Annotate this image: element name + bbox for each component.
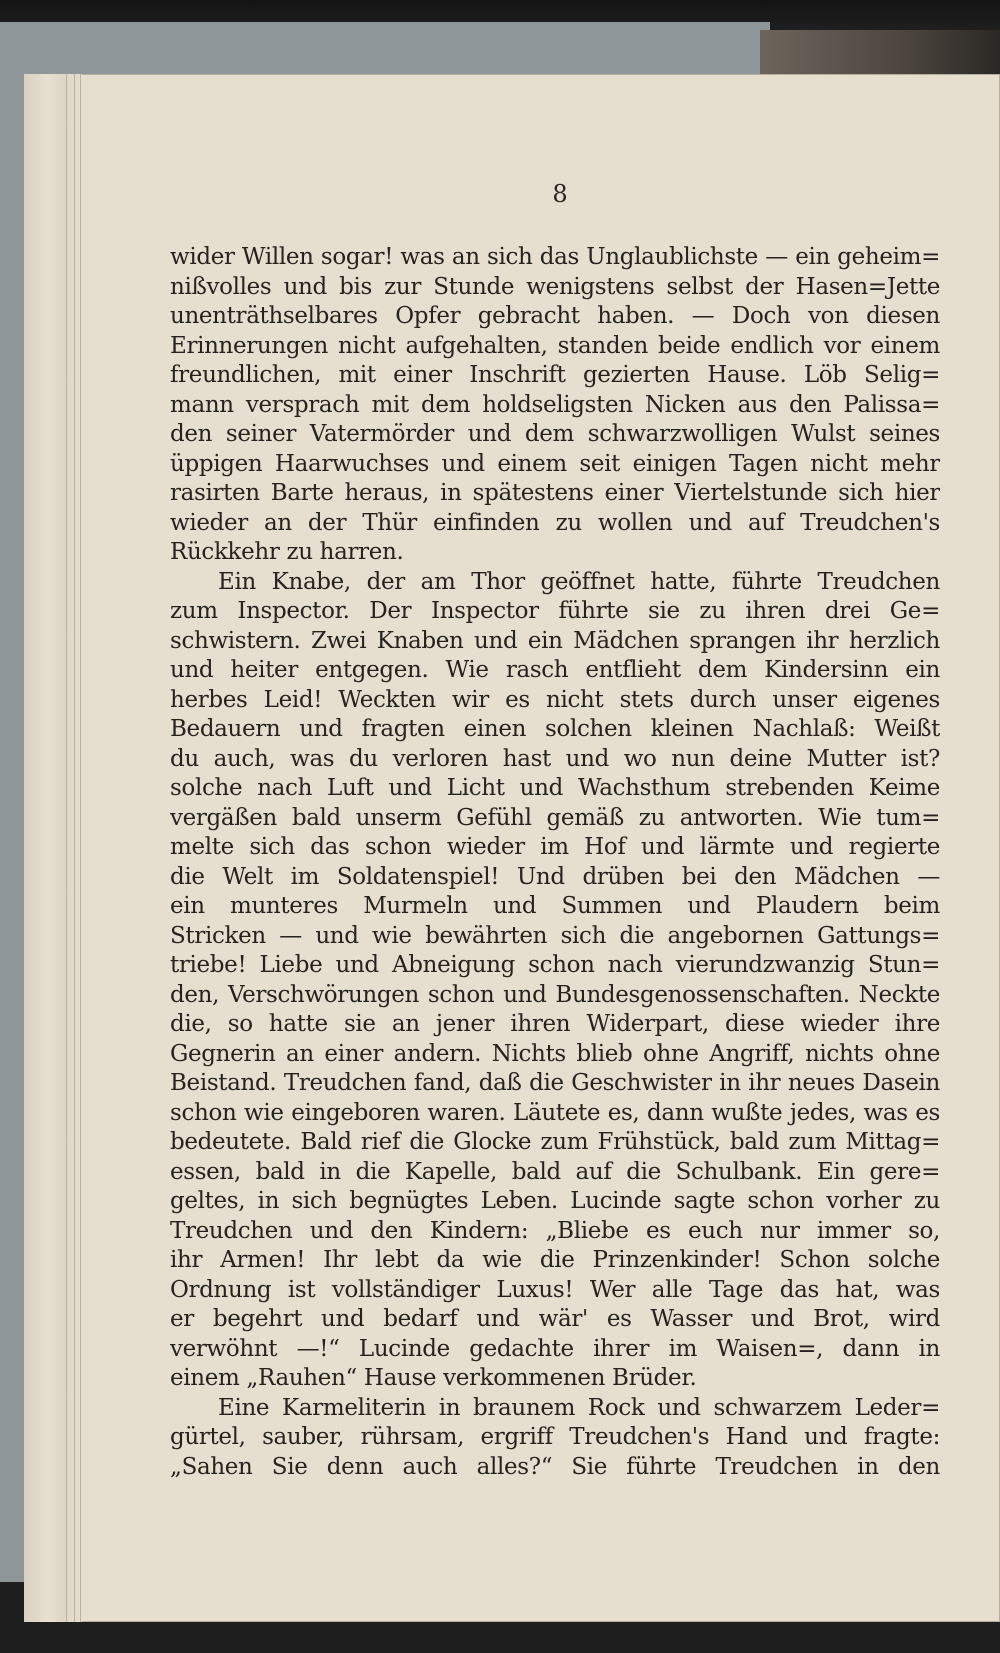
text-line: herbes Leid! Weckten wir es nicht stets durch unser eigenes — [170, 686, 940, 713]
text-line: Erinnerungen nicht aufgehalten, standen beide endlich vor einem — [170, 332, 940, 359]
text-line: die Welt im Soldatenspiel! Und drüben bei den Mädchen — — [170, 863, 940, 890]
text-line: du auch, was du verloren hast und wo nun deine Mutter ist? — [170, 745, 940, 772]
page-edge-line — [80, 74, 81, 1622]
page-edge-line — [66, 74, 67, 1622]
text-line: schwistern. Zwei Knaben und ein Mädchen sprangen ihr herzlich — [170, 627, 940, 654]
text-line: den seiner Vatermörder und dem schwarzwolligen Wulst seines — [170, 421, 940, 447]
text-line: vergäßen bald unserm Gefühl gemäß zu antworten. Wie tum= — [170, 804, 940, 831]
text-line: „Sahen Sie denn auch alles?“ Sie führte Treudchen in den — [170, 1453, 940, 1480]
text-line: er begehrt und bedarf und wär' es Wasser und Brot, wird — [170, 1306, 940, 1332]
text-line: bedeutete. Bald rief die Glocke zum Frühstück, bald zum Mittag= — [170, 1129, 940, 1155]
text-line: wider Willen sogar! was an sich das Unglaublichste — ein geheim= — [170, 244, 940, 270]
text-line: Treudchen und den Kindern: „Bliebe es euch nur immer so, — [170, 1217, 940, 1244]
text-line: triebe! Liebe und Abneigung schon nach vierundzwanzig Stun= — [170, 952, 940, 978]
body-text — [170, 243, 940, 1482]
text-line: Beistand. Treudchen fand, daß die Geschwister in ihr neues Dasein — [170, 1070, 940, 1096]
text-line: melte sich das schon wieder im Hof und lärmte und regierte — [170, 834, 940, 860]
text-line: und heiter entgegen. Wie rasch entflieht dem Kindersinn ein — [170, 657, 940, 683]
text-line: mann versprach mit dem holdseligsten Nicken aus den Palissa= — [170, 391, 940, 418]
text-line: unenträthselbares Opfer gebracht haben. — Doch von diesen — [170, 303, 940, 329]
text-line: Eine Karmeliterin in braunem Rock und schwarzem Leder= — [218, 1394, 940, 1421]
text-line: verwöhnt —!“ Lucinde gedachte ihrer im Waisen=, dann in — [170, 1335, 940, 1362]
text-line: den, Verschwörungen schon und Bundesgenossenschaften. Neckte — [170, 981, 940, 1008]
text-line: Gegnerin an einer andern. Nichts blieb ohne Angriff, nichts ohne — [170, 1040, 940, 1067]
text-line: nißvolles und bis zur Stunde wenigstens selbst der Hasen=Jette — [170, 273, 940, 300]
text-line: die, so hatte sie an jener ihren Widerpart, diese wieder ihre — [170, 1011, 940, 1037]
text-line: Ein Knabe, der am Thor geöffnet hatte, führte Treudchen — [218, 568, 940, 595]
page-number: 8 — [552, 180, 568, 208]
page-edge-line — [74, 74, 75, 1622]
text-line: Rückkehr zu harren. — [170, 539, 404, 565]
text-line: Ordnung ist vollständiger Luxus! Wer alle Tage das hat, was — [170, 1276, 940, 1303]
text-line: essen, bald in die Kapelle, bald auf die Schulbank. Ein gere= — [170, 1158, 940, 1185]
text-line: zum Inspector. Der Inspector führte sie zu ihren drei Ge= — [170, 598, 940, 624]
text-line: freundlichen, mit einer Inschrift gezierten Hause. Löb Selig= — [170, 362, 940, 388]
text-line: geltes, in sich begnügtes Leben. Lucinde sagte schon vorher zu — [170, 1188, 940, 1214]
text-line: solche nach Luft und Licht und Wachsthum strebenden Keime — [170, 775, 940, 801]
text-line: schon wie eingeboren waren. Läutete es, dann wußte jedes, was es — [170, 1099, 940, 1126]
text-line: gürtel, sauber, rührsam, ergriff Treudchen's Hand und fragte: — [170, 1424, 940, 1450]
text-line: üppigen Haarwuchses und einem seit einigen Tagen nicht mehr — [170, 450, 940, 477]
text-line: einem „Rauhen“ Hause verkommenen Brüder. — [170, 1365, 697, 1391]
text-line: Bedauern und fragten einen solchen kleinen Nachlaß: Weißt — [170, 716, 940, 742]
text-line: ein munteres Murmeln und Summen und Plaudern beim — [170, 893, 940, 919]
text-line: rasirten Barte heraus, in spätestens einer Viertelstunde sich hier — [170, 480, 940, 506]
text-line: wieder an der Thür einfinden zu wollen und auf Treudchen's — [170, 509, 940, 536]
text-line: ihr Armen! Ihr lebt da wie die Prinzenkinder! Schon solche — [170, 1247, 940, 1273]
text-line: Stricken — und wie bewährten sich die angebornen Gattungs= — [170, 922, 940, 949]
